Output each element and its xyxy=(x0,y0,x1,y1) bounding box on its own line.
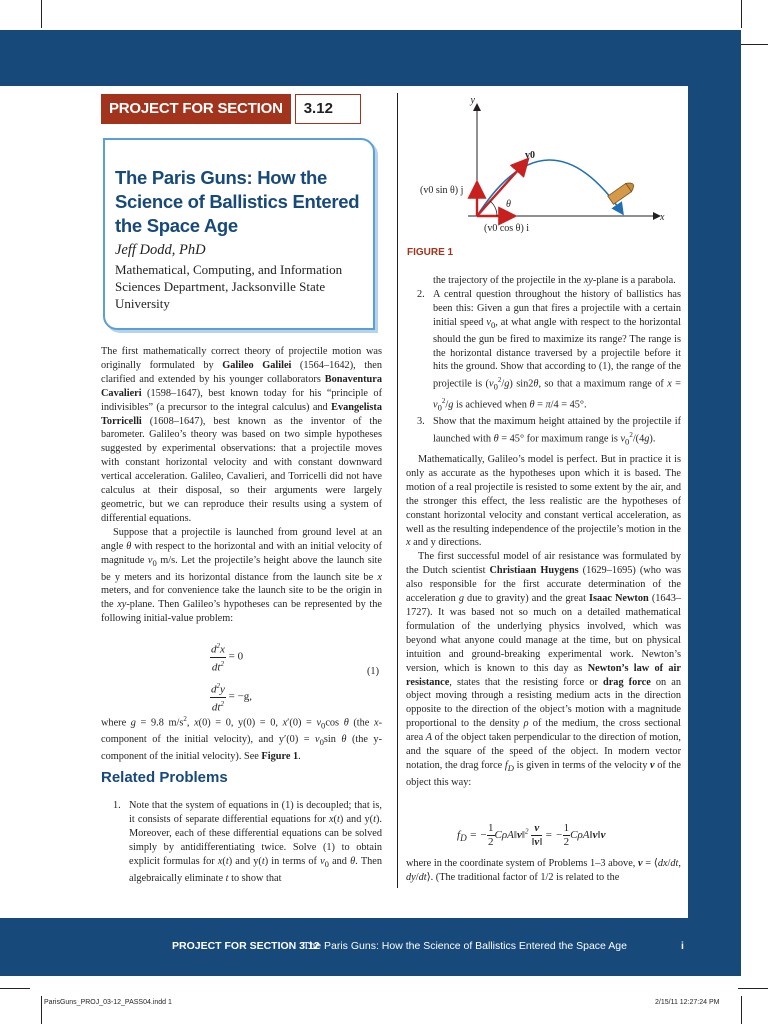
top-band xyxy=(0,30,741,86)
crop-mark xyxy=(738,44,768,45)
y-axis-label: y xyxy=(470,95,475,106)
equation-1: $\frac{d^2x}{dt^2}$ = 0 $\frac{d^2y}{dt^2}$ = −g, xyxy=(211,642,253,714)
crop-mark xyxy=(41,0,42,28)
related-problems-heading: Related Problems xyxy=(101,769,228,786)
slug-date: 2/15/11 12:27:24 PM xyxy=(655,999,720,1006)
equation-rhs: = −g, xyxy=(228,691,253,703)
crop-mark xyxy=(738,988,768,989)
paragraph: Mathematically, Galileo’s model is perfect. But in practice it is only as accurate as the hypotheses upon which it is based. The motion of a real projectile is resisted to some extent by the air, and the stronger this effect, the less realistic are the hypotheses of constant horizontal velocity and constant vertical acceleration, as well as the resulting independence of the projectile’s motion in the x and y directions. xyxy=(406,454,681,549)
x-axis-label: x xyxy=(660,212,665,223)
crop-mark xyxy=(0,988,30,989)
right-column-text xyxy=(406,857,681,885)
project-label: PROJECT FOR SECTION xyxy=(101,94,291,124)
article-title: The Paris Guns: How the Science of Ballistics Entered the Space Age xyxy=(115,167,360,236)
angle-arc xyxy=(490,201,497,216)
list-item: 3. Show that the maximum height attained by the projectile if launched with θ = 45° for maximum range is $v_0^2/(4g)$. xyxy=(417,416,681,447)
side-band xyxy=(688,30,741,976)
right-column-text xyxy=(406,453,681,790)
left-column-text xyxy=(101,713,382,764)
trajectory-curve xyxy=(477,160,623,216)
footer-title: The Paris Guns: How the Science of Ballistics Entered the Space Age xyxy=(303,940,627,952)
related-problems-list xyxy=(111,799,382,885)
title-box xyxy=(103,138,375,330)
list-item: 2. A central question throughout the history of ballistics has been this: Given a gun that fires a projectile with a certain initial speed $v_0$, at what angle with respect to the horizontal should the gun be fired to maximize its range? The range is the horizontal distance traversed by a projectile before it hits the ground. Show that according to (1), the range of the projectile is $(v_0^2/g)$ sin2θ, so that a maximum range of $x = v_0^2/g$ is achieved when θ = π/4 = 45°. xyxy=(417,288,681,413)
drag-force-equation: $f_D$ = − $\frac{1}{2}$ CρA‖v‖$^2$ $\frac{v}{‖v‖}$ = − $\frac{1}{2}$ CρA‖v‖v xyxy=(457,822,606,848)
angle-label: θ xyxy=(506,199,511,210)
list-item: 1. Note that the system of equations in (1) is decoupled; that is, it consists of separate differential equations for x(t) and y(t). Moreover, each of these differential equations can be solved simply by antidifferentiating twice. Solve (1) to obtain explicit formulas for x(t) and y(t) in terms of $v_0$ and θ. Then algebraically eliminate t to show that xyxy=(113,800,382,884)
cannon-shell-icon xyxy=(608,180,636,204)
paragraph: The first successful model of air resistance was formulated by the Dutch scientist Christiaan Huygens (1629–1695) (who was also responsible for the first accurate determination of the acceleration g due to gravity) and the great Isaac Newton (1643–1727). It was based not so much on a detailed mathematical formulation of the underlying physics involved, which was beyond what anyone could manage at the time, but on physical intuition and ground-breaking experimental work. Newton’s version, which is known to this day as Newton’s law of air resistance, states that the resisting force or drag force on an object moving through a resisting medium acts in the direction opposite to the direction of the object’s motion with a magnitude proportional to the density ρ of the medium, the cross sectional area A of the object taken perpendicular to the direction of motion, and the square of the speed of the object. In modern vector notation, the drag force $f_D$ is given in terms of the velocity v of the object this way: xyxy=(406,551,682,788)
section-number: 3.12 xyxy=(295,94,361,124)
page-number: i xyxy=(681,940,684,952)
velocity-vector xyxy=(477,159,528,216)
page-footer xyxy=(0,938,741,956)
crop-mark xyxy=(741,996,742,1024)
horizontal-component-label: (v0 cos θ) i xyxy=(484,223,530,234)
right-column-text xyxy=(417,274,681,449)
paragraph: The first mathematically correct theory of projectile motion was originally formulated by Galileo Galilei (1564–1642), then clarified and extended by his younger collaborators Bonaventura Cavalieri (1598–1647), best known today for his “principle of indivisibles” (a precursor to the integral calculus) and Evangelista Torricelli (1608–1647), best known as the inventor of the barometer. Galileo’s theory was based on two simple hypotheses suggested by experimental observations: that a projectile moves with constant horizontal velocity and with constant downward vertical acceleration. Galileo, Cavalieri, and Torricelli did not have calculus at their disposal, so their arguments were largely geometric, but we can reproduce their results using a system of differential equations. xyxy=(101,346,382,524)
slug-file: ParisGuns_PROJ_03-12_PASS04.indd 1 xyxy=(44,999,172,1006)
footer-section: PROJECT FOR SECTION 3.12 xyxy=(172,940,320,952)
equation-rhs: = 0 xyxy=(228,650,244,663)
figure-label: FIGURE 1 xyxy=(407,247,454,258)
vertical-component-label: (v0 sin θ) j xyxy=(420,185,464,196)
list-item-continuation: the trajectory of the projectile in the xy-plane is a parabola. xyxy=(433,275,676,286)
paragraph: where in the coordinate system of Problems 1–3 above, v = ⟨dx/dt, dy/dt⟩. (The traditional factor of 1/2 is related to the xyxy=(406,858,681,883)
v0-label: v0 xyxy=(525,150,535,161)
affiliation: Mathematical, Computing, and Information Sciences Department, Jacksonville State University xyxy=(115,262,343,311)
project-header xyxy=(101,94,361,124)
paragraph: Suppose that a projectile is launched from ground level at an angle θ with respect to the horizontal and with an initial velocity of magnitude $v_0$ m/s. Let the projectile’s height above the launch site be y meters and its horizontal distance from the launch site be x meters, and for convenience take the launch site to be the origin in the xy-plane. Then Galileo’s hypotheses can be represented by the following initial-value problem: xyxy=(101,526,382,625)
figure-1-diagram xyxy=(398,90,688,240)
left-column-text xyxy=(101,345,382,626)
equation-number: (1) xyxy=(367,666,380,677)
author: Jeff Dodd, PhD xyxy=(115,242,206,258)
crop-mark xyxy=(741,0,742,28)
crop-mark xyxy=(41,996,42,1024)
paragraph: where g = 9.8 $m/s^2$, x(0) = 0, y(0) = 0, $x'(0) = v_0\cos$ θ (the x-component of the initial velocity), and $y'(0) = v_0\sin$ θ (the y-component of the initial velocity). See Figure 1. xyxy=(101,715,383,763)
